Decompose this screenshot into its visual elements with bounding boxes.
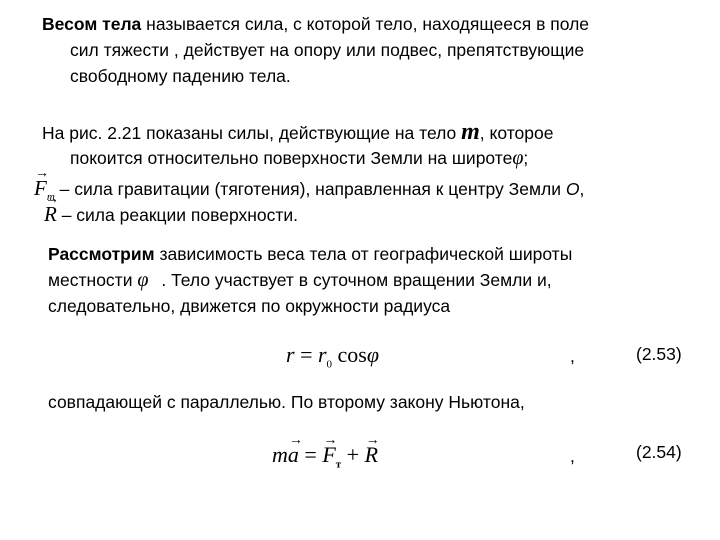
para-latitude-line3: следовательно, движется по окружности радиуса (48, 296, 451, 316)
text-fragment: На рис. 2.21 показаны силы, действующие на тело (42, 123, 462, 143)
reaction-force-symbol: → R (44, 202, 57, 226)
eq-operator: = (294, 342, 318, 367)
eq-var: r (317, 342, 327, 367)
eq-vector: → R (365, 440, 378, 470)
text-fragment: , (579, 179, 585, 199)
text-fragment: ; (523, 148, 529, 168)
eq-vector (322, 440, 341, 479)
equation-2-54-comma: , (570, 446, 575, 466)
eq-var: F (322, 442, 336, 467)
latitude-symbol: φ (512, 147, 524, 169)
para-forces-line1 (42, 120, 553, 145)
mass-symbol: m (461, 119, 480, 145)
eq-var: φ (366, 342, 380, 367)
para-newton-line: совпадающей с параллелью. По второму закону Ньютона, (48, 392, 525, 412)
para-weight-definition-line3: свободному падению тела. (70, 66, 291, 86)
para-latitude-line1 (48, 242, 572, 266)
eq-var: m (272, 442, 288, 467)
eq-subscript: 0 (326, 358, 333, 371)
equation-2-53 (286, 340, 379, 379)
equation-2-54 (272, 440, 378, 479)
equation-2-53-comma: , (570, 346, 575, 366)
eq-vector: → a (288, 440, 299, 470)
eq-function: cos (332, 342, 367, 367)
text-fragment: . Тело участвует в суточном вращении Земли и, (161, 270, 552, 290)
equation-2-54-number: (2.54) (636, 442, 682, 462)
equation-2-53-number: (2.53) (636, 344, 682, 364)
para-forces-line4 (44, 202, 298, 227)
eq-operator: + (341, 442, 365, 467)
earth-center-label: O (565, 179, 580, 199)
eq-var: r (286, 342, 295, 367)
text-fragment: зависимость веса тела от географической широты (154, 244, 573, 264)
gravity-force-subscript: т (46, 191, 55, 204)
para-latitude-line2 (48, 268, 552, 292)
text-fragment: называется сила, с которой тело, находящееся в поле (141, 14, 590, 34)
eq-operator: = (298, 442, 323, 467)
para-weight-definition-line2: сил тяжести , действует на опору или подвес, препятствующие (70, 40, 585, 60)
text-fragment: местности (48, 270, 138, 290)
text-fragment: покоится относительно поверхности Земли на широте (70, 148, 513, 168)
para-weight-definition-line1 (42, 12, 589, 36)
text-fragment: , которое (479, 123, 554, 143)
text-fragment: – сила реакции поверхности. (56, 205, 299, 225)
eq-subscript: т (335, 458, 342, 471)
latitude-symbol: φ (137, 269, 149, 291)
term-weight: Весом тела (42, 14, 142, 34)
gravity-force-letter: F (34, 176, 47, 200)
term-consider: Рассмотрим (48, 244, 155, 264)
text-fragment: – сила гравитации (тяготения), направленная к центру Земли (54, 179, 566, 199)
para-forces-line2 (70, 146, 528, 170)
